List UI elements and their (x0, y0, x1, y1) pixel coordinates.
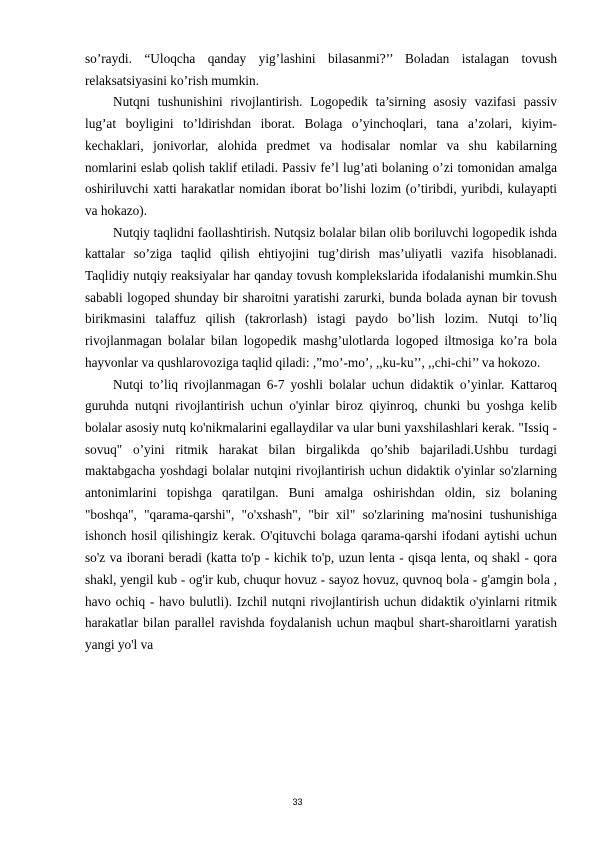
paragraph-didactic-games: Nutqi to’liq rivojlanmagan 6-7 yoshli bolalar uchun didaktik o’yinlar. Kattaroq guruhda nutqni rivojlantirish uchun o'yinlar biroz qiyinroq, chunki bu yoshga kelib bolalar asosiy nutq ko'nikmalarini egallaydilar va ular buni yaxshilashlari kerak. "Issiq - sovuq" o’yini ritmik harakat bilan birgalikda qo’shib bajariladi.Ushbu turdagi maktabgacha yoshdagi bolalar nutqini rivojlantirish uchun didaktik o'yinlar so'zlarning antonimlarini topishga qaratilgan. Buni amalga oshirishdan oldin, siz bolaning "boshqa", "qarama-qarshi", "o'xshash", "bir xil" so'zlarining ma'nosini tushunishiga ishonch hosil qilishingiz kerak. O'qituvchi bolaga qarama-qarshi ifodani aytishi uchun so'z va iborani beradi (katta to'p - kichik to'p, uzun lenta - qisqa lenta, oq shakl - qora shakl, yengil kub - og'ir kub, chuqur hovuz - sayoz hovuz, quvnoq bola - g'amgin bola , havo ochiq - havo bulutli). Izchil nutqni rivojlantirish uchun didaktik o'yinlarni ritmik harakatlar bilan parallel ravishda foydalanish uchun maqbul shart-sharoitlarni yaratish yangi yo'l va (85, 376, 557, 652)
page-number: 33 (292, 797, 303, 807)
paragraph-continuation: so’raydi. “Uloqcha qanday yig’lashini bilasanmi?’’ Boladan istalagan tovush relaksatsiyasini ko’rish mumkin. (85, 51, 557, 88)
paragraph-speech-understanding: Nutqni tushunishini rivojlantirish. Logopedik ta’sirning asosiy vazifasi passiv lug’at boyligini to’ldirishdan iborat. Bolaga o’yinchoqlari, tana a’zolari, kiyim-kechaklari, jonivorlar, alohida predmet va hodisalar nomlar va shu kabilarning nomlarini eslab qolish taklif etiladi. Passiv fe’l lug’ati bolaning o’zi tomonidan amalga oshiriluvchi xatti harakatlar nomidan iborat bo’lishi lozim (o’tiribdi, yuribdi, kulayapti va hokazo). (85, 94, 557, 218)
body-text (85, 48, 557, 656)
paragraph-speech-imitation: Nutqiy taqlidni faollashtirish. Nutqsiz bolalar bilan olib boriluvchi logopedik ishda kattalar so’ziga taqlid qilish ehtiyojini tug’dirish mas’uliyatli vazifa hisoblanadi. Taqlidiy nutqiy reaksiyalar har qanday tovush komplekslarida ifodalanishi mumkin.Shu sababli logoped shunday bir sharoitni yaratishi zarurki, bunda bolada aynan bir tovush birikmasini talaffuz qilish (takrorlash) istagi paydo bo’lish lozim. Nutqi to’liq rivojlanmagan bolalar bilan logopedik mashg’ulotlarda logoped iltmosiga ko’ra bola hayvonlar va qushlarovoziga taqlid qiladi: ,”mo’-mo’, ,,ku-ku’’, ,,chi-chi’’ va hokozo. (85, 224, 557, 370)
